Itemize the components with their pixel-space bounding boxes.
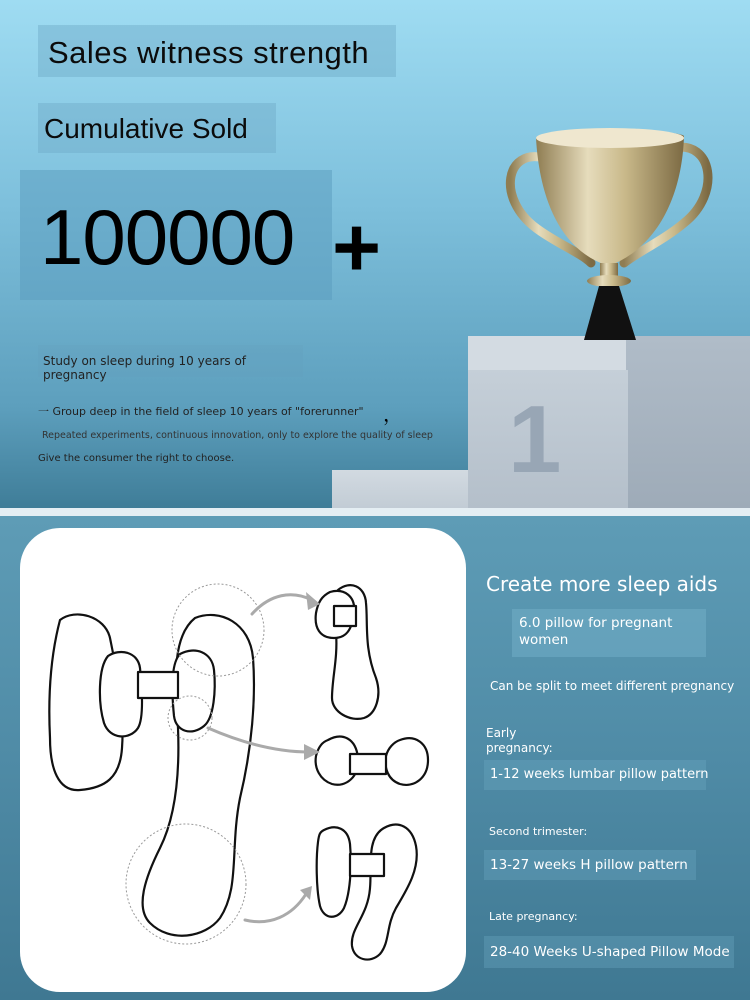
product-name-box bbox=[512, 609, 706, 657]
title-box bbox=[38, 25, 396, 77]
description-text: Study on sleep during 10 years of pregnancy bbox=[43, 354, 247, 382]
sold-number: 100000 bbox=[40, 193, 295, 281]
pillow-diagram-card bbox=[20, 528, 466, 992]
sleep-aids-title: Create more sleep aids bbox=[486, 572, 718, 596]
subtitle-box bbox=[38, 103, 276, 153]
comma-mark: ， bbox=[383, 402, 403, 426]
second-trimester-label: Second trimester: bbox=[489, 825, 588, 838]
late-pregnancy-value: 28-40 Weeks U-shaped Pillow Mode bbox=[490, 944, 730, 960]
product-name: 6.0 pillow for pregnant women bbox=[519, 615, 673, 648]
early-pregnancy-value: 1-12 weeks lumbar pillow pattern bbox=[490, 767, 709, 782]
podium-side bbox=[626, 336, 750, 508]
plus-sign: + bbox=[332, 200, 382, 294]
podium-number: 1 bbox=[508, 386, 562, 493]
late-pregnancy-label: Late pregnancy: bbox=[489, 910, 578, 923]
group-text: 一 Group deep in the field of sleep 10 years of "forerunner" bbox=[38, 405, 364, 418]
split-text: Can be split to meet different pregnancy bbox=[490, 679, 735, 693]
sold-number-box bbox=[20, 170, 332, 300]
consumer-text: Give the consumer the right to choose. bbox=[38, 453, 235, 464]
subtitle: Cumulative Sold bbox=[44, 113, 248, 144]
section-divider bbox=[0, 508, 750, 516]
podium-low bbox=[332, 470, 472, 508]
description-box bbox=[38, 345, 303, 382]
second-trimester-value: 13-27 weeks H pillow pattern bbox=[490, 857, 688, 873]
experiments-text: Repeated experiments, continuous innovation, only to explore the quality of sleep bbox=[42, 430, 433, 441]
pillow-diagram bbox=[20, 528, 466, 992]
sleep-aids-section bbox=[0, 516, 750, 1000]
trophy-icon bbox=[496, 118, 722, 344]
page-title: Sales witness strength bbox=[48, 35, 370, 70]
early-pregnancy-label: Early pregnancy: bbox=[486, 726, 553, 755]
